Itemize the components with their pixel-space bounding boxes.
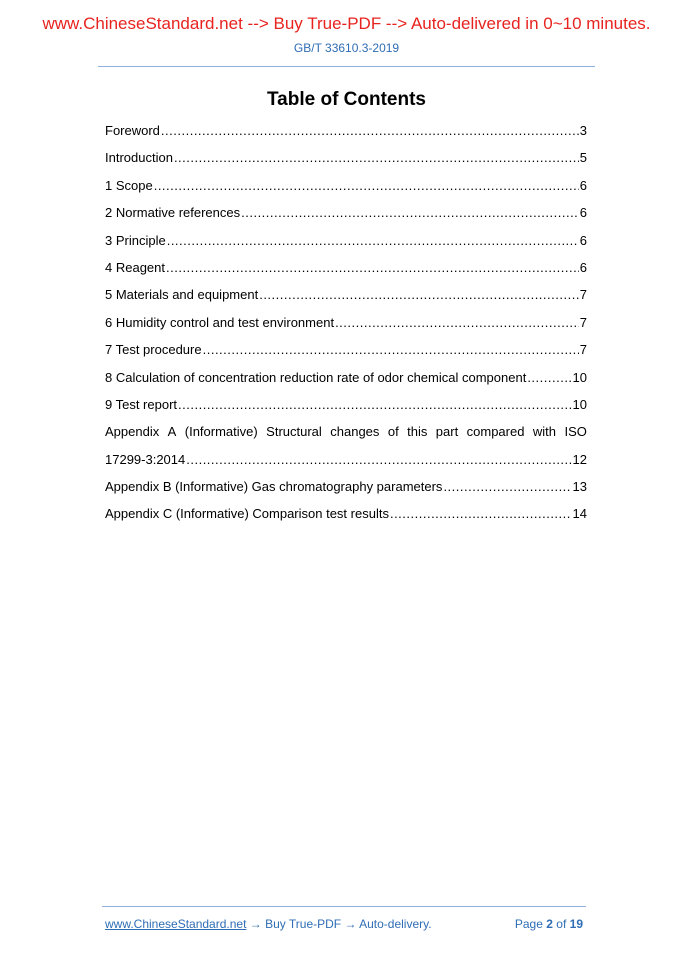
toc-entry-word: with	[532, 424, 557, 440]
toc-entry-foreword[interactable]	[105, 117, 587, 144]
toc-entry-page: 13	[572, 479, 587, 495]
toc-entry-label: Introduction	[105, 150, 173, 166]
toc-entry-page: 6	[579, 259, 587, 275]
toc-entry-page: 10	[572, 369, 587, 385]
toc-title: Table of Contents	[266, 89, 427, 110]
toc-entry-page: 14	[572, 506, 587, 522]
page-prefix: Page	[514, 917, 543, 931]
footer-tagline: → Buy True-PDF → Auto-delivery.	[246, 917, 432, 931]
toc-entry-appendix-a-line1[interactable]	[105, 418, 587, 445]
toc-leader-dots	[178, 391, 572, 418]
toc-entry-page: 7	[579, 342, 587, 358]
toc-leader-dots	[241, 199, 579, 226]
toc-entry-label: 5 Materials and equipment	[105, 287, 259, 303]
toc-entry-page: 10	[572, 396, 587, 412]
toc-entry-label: 17299-3:2014	[105, 451, 186, 467]
toc-entry-normative-references[interactable]	[105, 199, 587, 226]
page-current: 2	[546, 917, 553, 931]
toc-leader-dots	[186, 446, 571, 473]
toc-leader-dots	[167, 227, 579, 254]
toc-entry-introduction[interactable]	[105, 144, 587, 171]
toc-entry-label: 6 Humidity control and test environment	[105, 314, 335, 330]
toc-entry-page: 5	[579, 150, 587, 166]
table-of-contents	[105, 117, 587, 528]
toc-entry-label: 8 Calculation of concentration reduction rate of odor chemical component	[105, 369, 527, 385]
page-total: 19	[569, 917, 583, 931]
toc-leader-dots	[259, 281, 579, 308]
toc-entry-page: 6	[579, 232, 587, 248]
toc-leader-dots	[390, 500, 572, 527]
header-divider	[98, 66, 595, 67]
toc-entry-word: Structural	[266, 424, 322, 440]
footer-website-link[interactable]: www.ChineseStandard.net	[105, 917, 247, 931]
toc-entry-word: of	[387, 424, 399, 440]
toc-entry-reagent[interactable]	[105, 254, 587, 281]
toc-leader-dots	[161, 117, 579, 144]
toc-entry-calculation[interactable]	[105, 364, 587, 391]
toc-entry-word: part	[435, 424, 459, 440]
toc-leader-dots	[443, 473, 571, 500]
top-banner: www.ChineseStandard.net --> Buy True-PDF --> Auto-delivered in 0~10 minutes.	[42, 14, 651, 33]
toc-leader-dots	[527, 364, 571, 391]
toc-entry-word: changes	[330, 424, 380, 440]
toc-entry-page: 12	[572, 451, 587, 467]
toc-leader-dots	[335, 309, 579, 336]
toc-leader-dots	[166, 254, 579, 281]
toc-leader-dots	[174, 144, 579, 171]
toc-entry-page: 3	[579, 123, 587, 138]
toc-leader-dots	[203, 336, 579, 363]
toc-entry-word: this	[407, 424, 428, 440]
toc-entry-label: 9 Test report	[105, 396, 178, 412]
toc-entry-label: 4 Reagent	[105, 259, 165, 275]
toc-entry-label: 7 Test procedure	[105, 342, 202, 358]
toc-entry-label: 1 Scope	[105, 177, 153, 193]
toc-leader-dots	[154, 172, 579, 199]
toc-entry-label: Foreword	[105, 123, 160, 138]
toc-entry-test-report[interactable]	[105, 391, 587, 418]
toc-entry-page: 7	[579, 287, 587, 303]
toc-entry-test-procedure[interactable]	[105, 336, 587, 363]
toc-entry-word: (Informative)	[184, 424, 258, 440]
toc-entry-appendix-a-line2[interactable]	[105, 446, 587, 473]
toc-entry-word: compared	[466, 424, 525, 440]
toc-entry-page: 6	[579, 177, 587, 193]
page-of: of	[556, 917, 567, 931]
page-indicator	[515, 917, 583, 931]
document-number: GB/T 33610.3-2019	[293, 41, 400, 55]
toc-entry-label: Appendix C (Informative) Comparison test results	[105, 506, 389, 522]
toc-entry-humidity-control[interactable]	[105, 309, 587, 336]
footer-divider	[102, 906, 586, 907]
toc-entry-appendix-b[interactable]	[105, 473, 587, 500]
toc-entry-scope[interactable]	[105, 172, 587, 199]
toc-entry-word: Appendix	[105, 424, 160, 440]
toc-entry-label: 3 Principle	[105, 232, 166, 248]
toc-entry-label: Appendix B (Informative) Gas chromatography parameters	[105, 479, 443, 495]
toc-entry-appendix-c[interactable]	[105, 500, 587, 527]
toc-entry-page: 6	[579, 205, 587, 221]
toc-entry-principle[interactable]	[105, 227, 587, 254]
toc-entry-label: 2 Normative references	[105, 205, 241, 221]
toc-entry-page: 7	[579, 314, 587, 330]
toc-entry-word: ISO	[564, 424, 587, 440]
toc-entry-word: A	[167, 424, 177, 440]
page-footer	[105, 917, 585, 931]
toc-entry-materials-equipment[interactable]	[105, 281, 587, 308]
